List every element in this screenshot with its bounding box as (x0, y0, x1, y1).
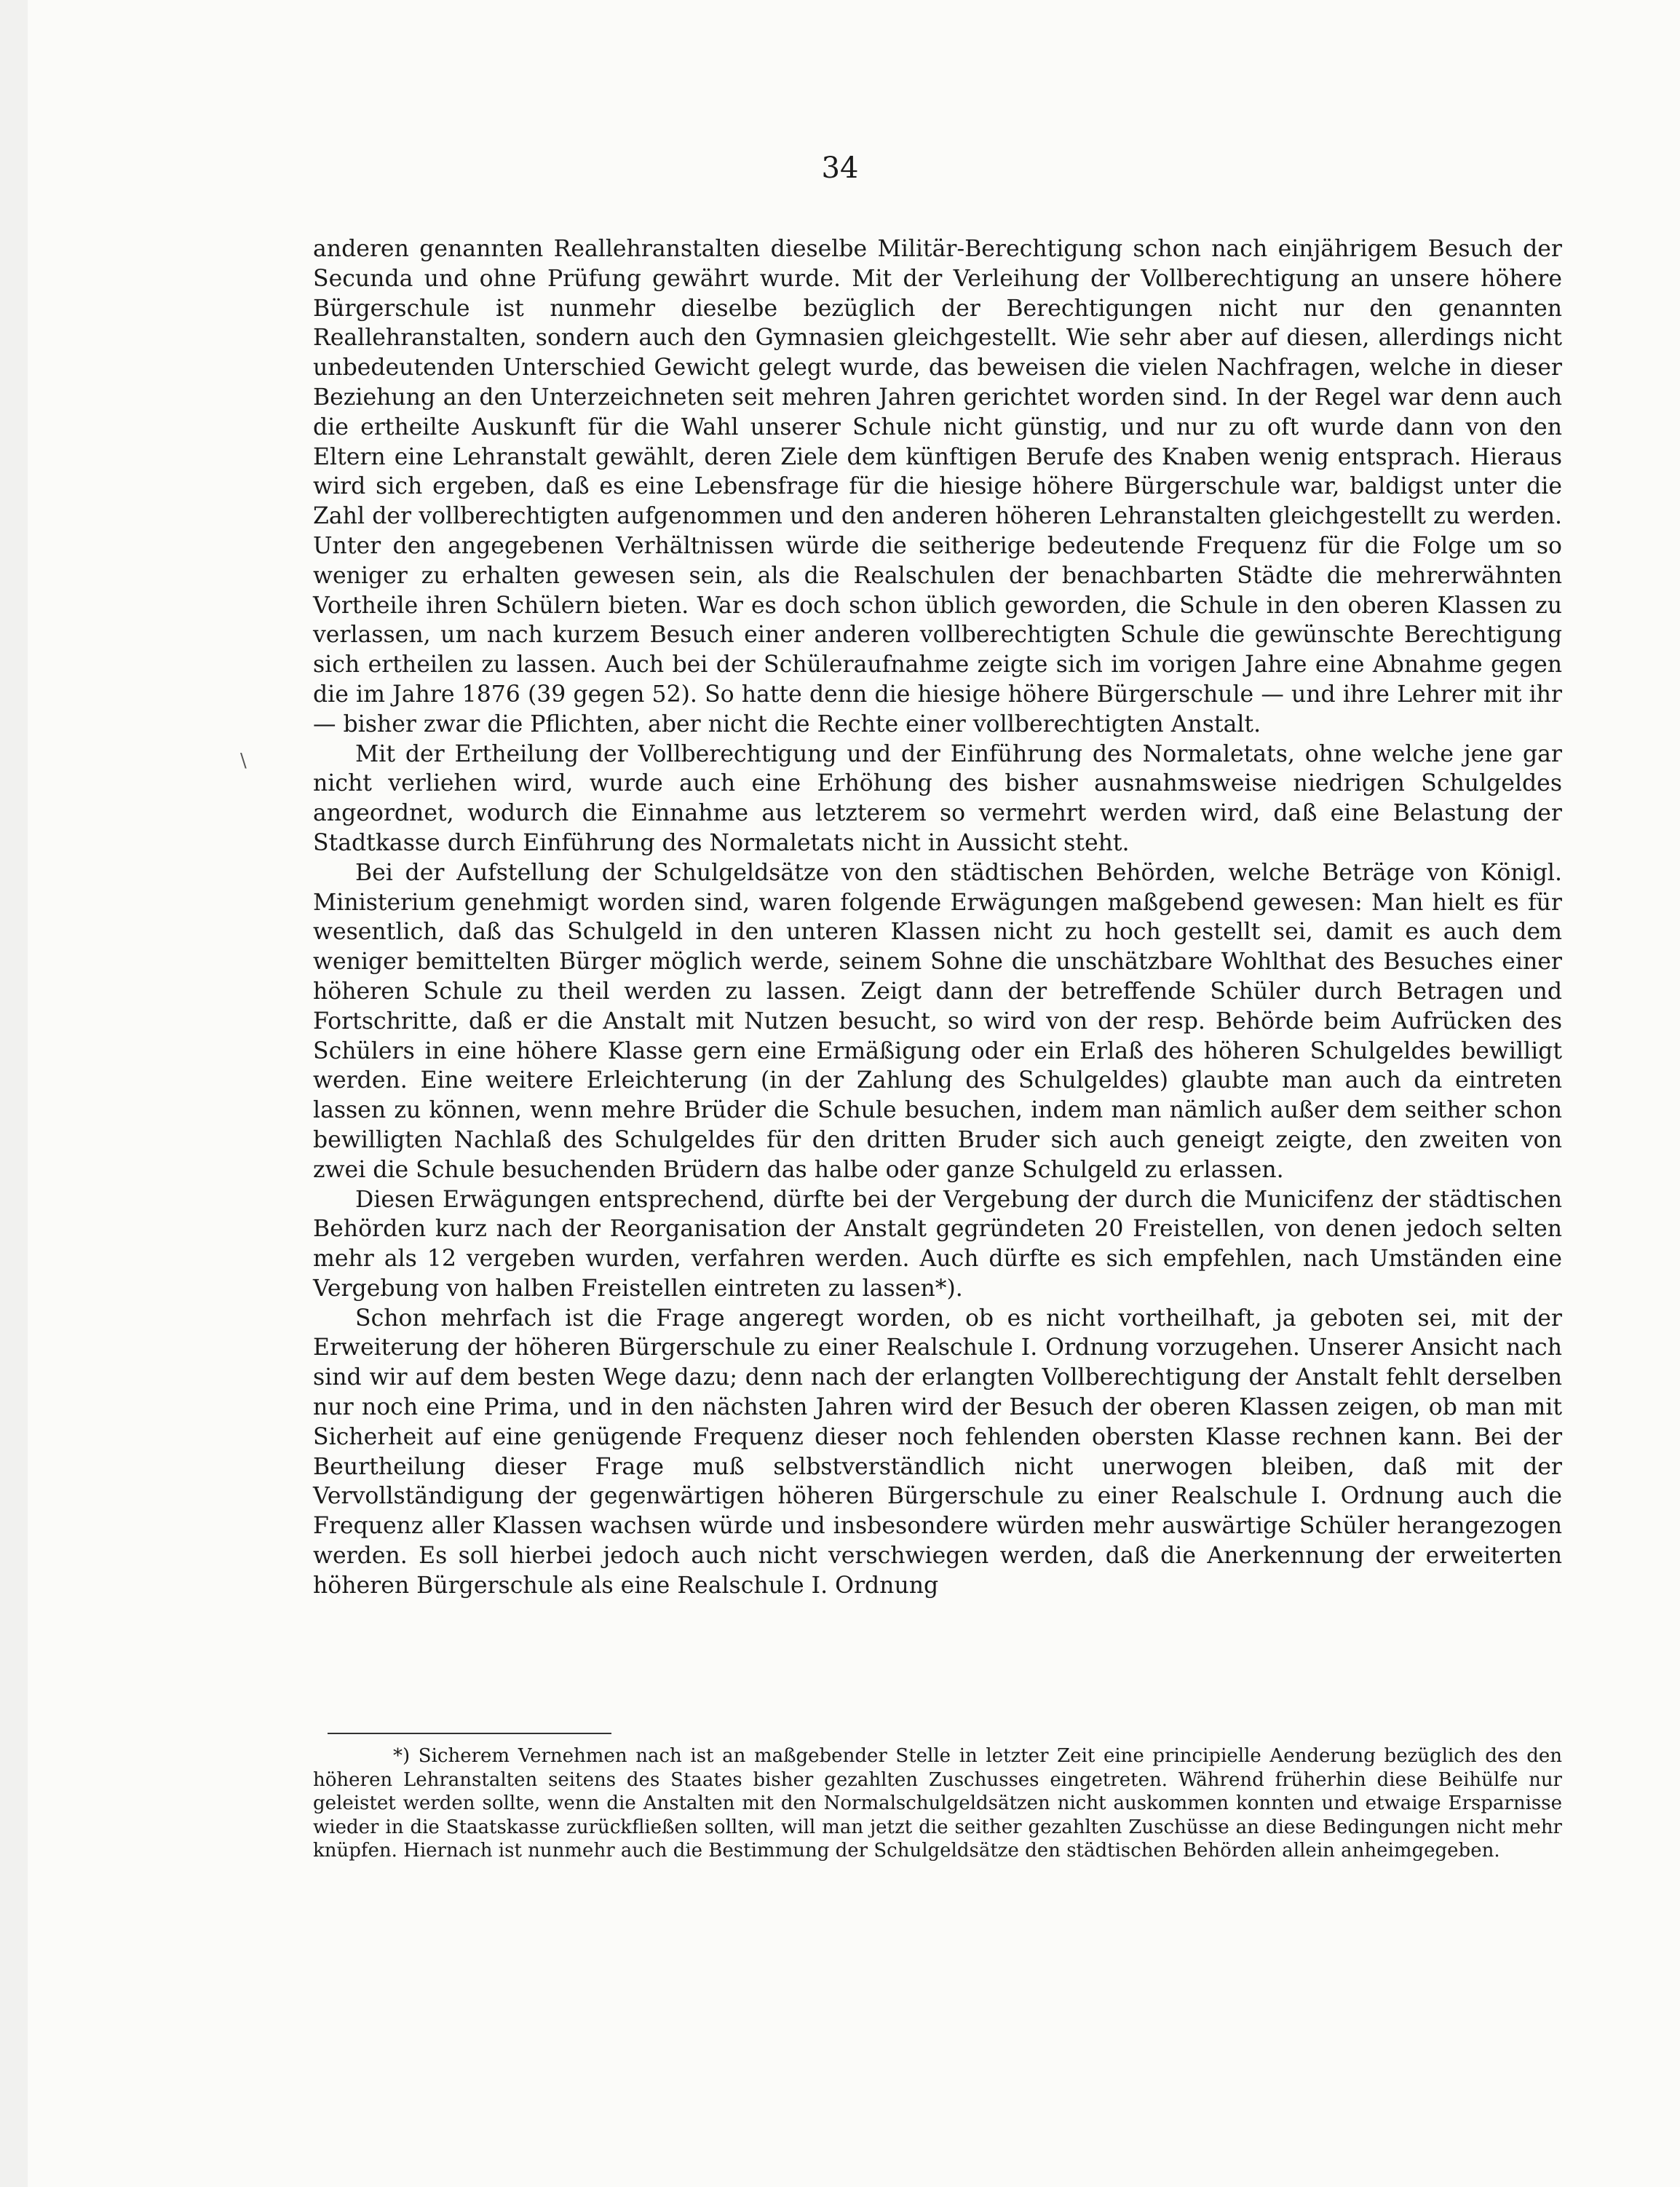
body-text (313, 234, 1562, 1601)
margin-mark: \ (240, 750, 247, 772)
paragraph-2: Mit der Ertheilung der Vollberechtigung und der Einführung des Normaletats, ohne welche jene gar nicht verliehen wird, wurde auch eine Erhöhung des bisher ausnahmsweise niedrigen Schulgeldes angeordnet, wodurch die Einnahme aus letzterem so vermehrt werden wird, daß eine Belastung der Stadtkasse durch Einführung des Normaletats nicht in Aussicht steht. (313, 740, 1562, 856)
paragraph-5: Schon mehrfach ist die Frage angeregt worden, ob es nicht vortheilhaft, ja geboten sei, mit der Erweiterung der höheren Bürgerschule zu einer Realschule I. Ordnung vorzugehen. Unserer Ansicht nach sind wir auf dem besten Wege dazu; denn nach der erlangten Vollberechtigung der Anstalt fehlt derselben nur noch eine Prima, und in den nächsten Jahren wird der Besuch der oberen Klassen zeigen, ob man mit Sicherheit auf eine genügende Frequenz dieser noch fehlenden obersten Klasse rechnen kann. Bei der Beurtheilung dieser Frage muß selbstverständlich nicht unerwogen bleiben, daß mit der Vervollständigung der gegenwärtigen höheren Bürgerschule zu einer Realschule I. Ordnung auch die Frequenz aller Klassen wachsen würde und insbesondere würden mehr auswärtige Schüler herangezogen werden. Es soll hierbei jedoch auch nicht verschwiegen werden, daß die Anerkennung der erweiterten höheren Bürgerschule als eine Realschule I. Ordnung (313, 1305, 1562, 1599)
footnote (313, 1744, 1562, 1863)
page-edge (0, 0, 28, 2187)
footnote-mark: *) (393, 1745, 411, 1767)
paragraph-4: Diesen Erwägungen entsprechend, dürfte bei der Vergebung der durch die Municifenz der städtischen Behörden kurz nach der Reorganisation der Anstalt gegründeten 20 Freistellen, von denen jedoch selten mehr als 12 vergeben wurden, verfahren werden. Auch dürfte es sich empfehlen, nach Umständen eine Vergebung von halben Freistellen eintreten zu lassen*). (313, 1186, 1562, 1302)
footnote-text: Sicherem Vernehmen nach ist an maßgebender Stelle in letzter Zeit eine principielle Aenderung bezüglich des den höheren Lehranstalten seitens des Staates bisher gezahlten Zuschusses eingetreten. Während früherhin diese Beihülfe nur geleistet werden sollte, wenn die Anstalten mit den Normalschulgeldsätzen nicht auskommen konnten und etwaige Ersparnisse wieder in die Staatskasse zurückfließen sollten, will man jetzt die seither gezahlten Zuschüsse an diese Bedingungen nicht mehr knüpfen. Hiernach ist nunmehr auch die Bestimmung der Schulgeldsätze den städtischen Behörden allein anheimgegeben. (313, 1745, 1563, 1862)
paragraph-3: Bei der Aufstellung der Schulgeldsätze von den städtischen Behörden, welche Beträge von Königl. Ministerium genehmigt worden sind, waren folgende Erwägungen maßgebend gewesen: Man hielt es für wesentlich, daß das Schulgeld in den unteren Klassen nicht zu hoch gestellt sei, damit es auch dem weniger bemittelten Bürger möglich werde, seinem Sohne die unschätzbare Wohlthat des Besuches einer höheren Schule zu theil werden zu lassen. Zeigt dann der betreffende Schüler durch Betragen und Fortschritte, daß er die Anstalt mit Nutzen besucht, so wird von der resp. Behörde beim Aufrücken des Schülers in eine höhere Klasse gern eine Ermäßigung oder ein Erlaß des höheren Schulgeldes bewilligt werden. Eine weitere Erleichterung (in der Zahlung des Schulgeldes) glaubte man auch da eintreten lassen zu können, wenn mehre Brüder die Schule besuchen, indem man nämlich außer dem seither schon bewilligten Nachlaß des Schulgeldes für den dritten Bruder sich auch geneigt zeigte, den zweiten von zwei die Schule besuchenden Brüdern das halbe oder ganze Schulgeld zu erlassen. (313, 859, 1562, 1183)
page-number: 34 (821, 151, 859, 185)
footnote-divider (328, 1733, 611, 1734)
paragraph-1: anderen genannten Reallehranstalten dieselbe Militär-Berechtigung schon nach einjährigem Besuch der Secunda und ohne Prüfung gewährt wurde. Mit der Verleihung der Vollberechtigung an unsere höhere Bürgerschule ist nunmehr dieselbe bezüglich der Berechtigungen nicht nur den genannten Reallehranstalten, sondern auch den Gymnasien gleichgestellt. Wie sehr aber auf diesen, allerdings nicht unbedeutenden Unterschied Gewicht gelegt wurde, das beweisen die vielen Nachfragen, welche in dieser Beziehung an den Unterzeichneten seit mehren Jahren gerichtet worden sind. In der Regel war denn auch die ertheilte Auskunft für die Wahl unserer Schule nicht günstig, und nur zu oft wurde dann von den Eltern eine Lehranstalt gewählt, deren Ziele dem künftigen Berufe des Knaben wenig entsprach. Hieraus wird sich ergeben, daß es eine Lebensfrage für die hiesige höhere Bürgerschule war, baldigst unter die Zahl der vollberechtigten aufgenommen und den anderen höheren Lehranstalten gleichgestellt zu werden. Unter den angegebenen Verhältnissen würde die seitherige bedeutende Frequenz für die Folge um so weniger zu erhalten gewesen sein, als die Realschulen der benachbarten Städte die mehrerwähnten Vortheile ihren Schülern bieten. War es doch schon üblich geworden, die Schule in den oberen Klassen zu verlassen, um nach kurzem Besuch einer anderen vollberechtigten Schule die gewünschte Berechtigung sich ertheilen zu lassen. Auch bei der Schüleraufnahme zeigte sich im vorigen Jahre eine Abnahme gegen die im Jahre 1876 (39 gegen 52). So hatte denn die hiesige höhere Bürgerschule — und ihre Lehrer mit ihr — bisher zwar die Pflichten, aber nicht die Rechte einer vollberechtigten Anstalt. (313, 236, 1562, 737)
